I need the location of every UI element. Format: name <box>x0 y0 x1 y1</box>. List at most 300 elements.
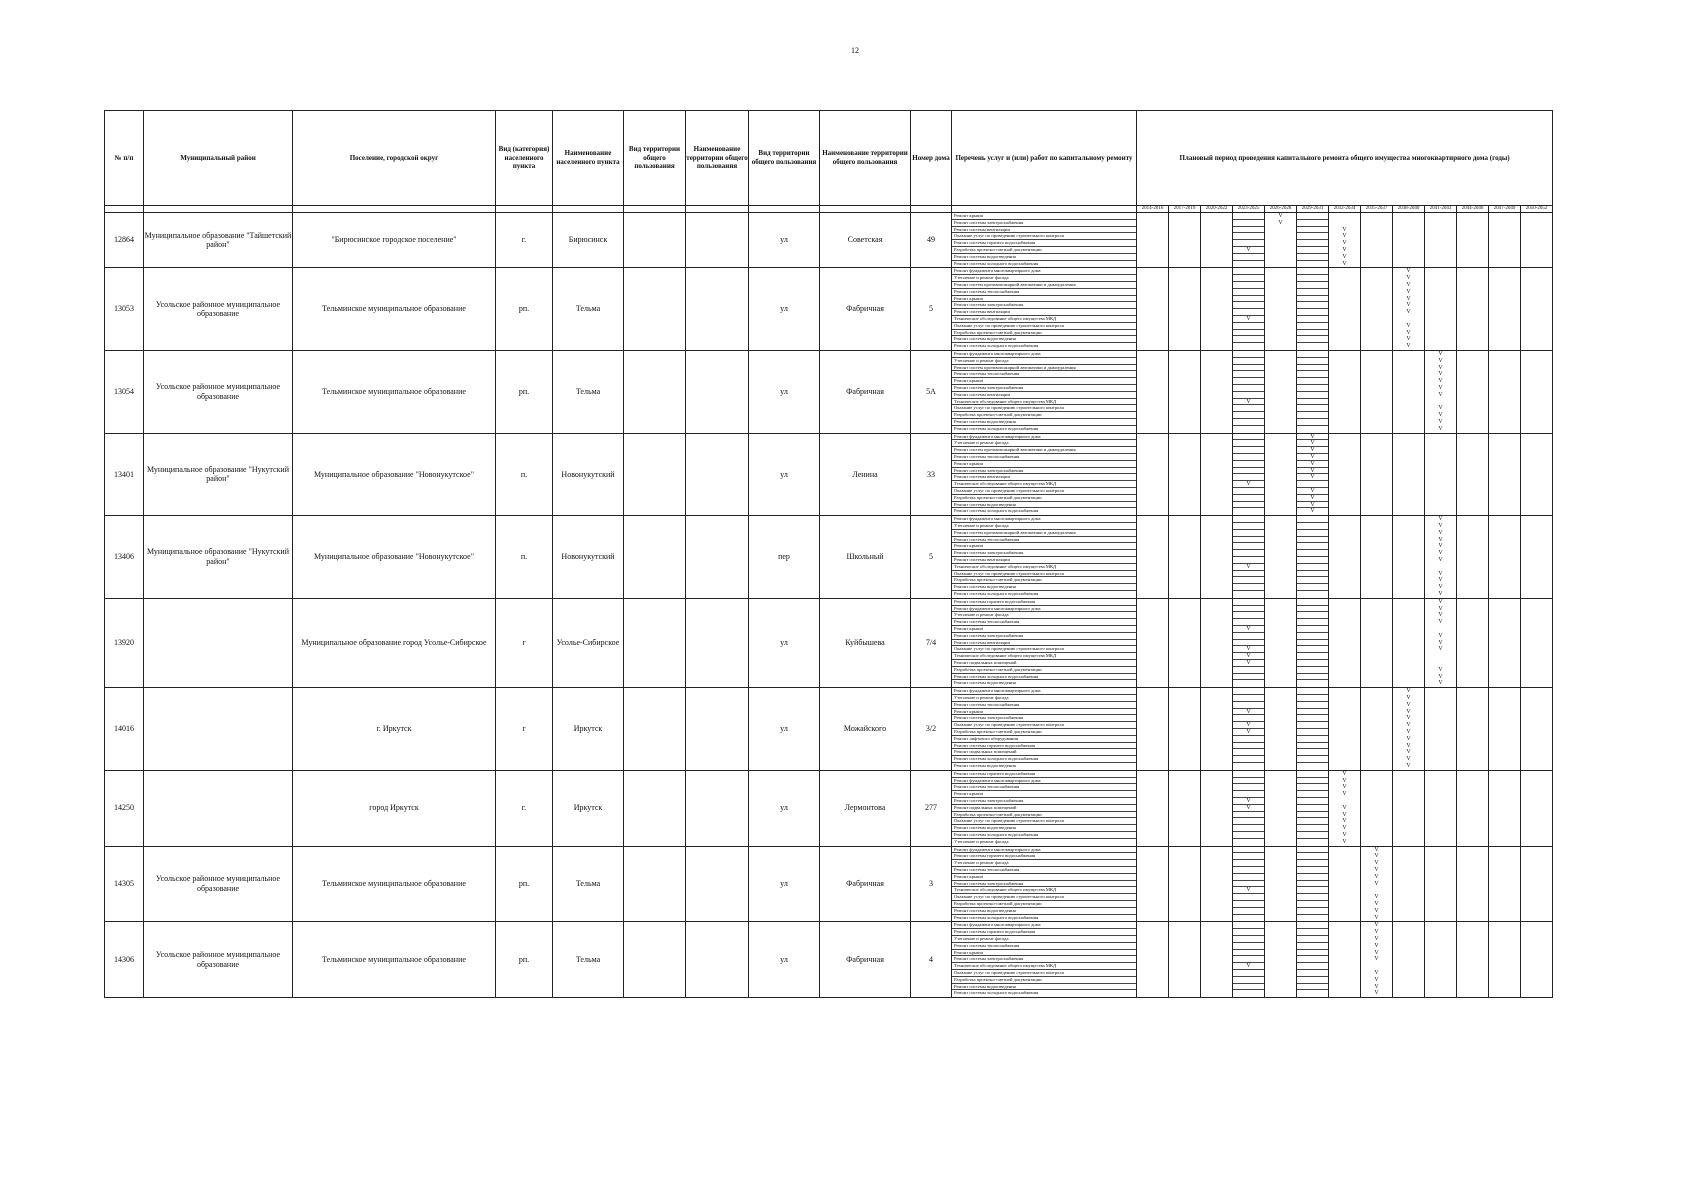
period-empty-cell <box>1137 537 1168 544</box>
period-empty-cell <box>1329 908 1360 915</box>
period-empty-cell <box>1329 756 1360 763</box>
street-cell: Школьный <box>820 516 911 599</box>
period-empty-cell <box>1489 454 1520 461</box>
period-empty-cell <box>1489 371 1520 378</box>
work-item: Ремонт системы горячего водоснабжения <box>952 853 1136 860</box>
year-header: 2023-2025 <box>1233 206 1265 213</box>
work-item: Ремонт системы вентиляции <box>952 392 1136 399</box>
period-empty-cell <box>1425 784 1456 791</box>
period-empty-cell <box>1297 392 1328 399</box>
period-empty-cell <box>1265 847 1296 854</box>
period-empty-cell <box>1233 688 1264 695</box>
period-empty-cell <box>1137 516 1168 523</box>
work-item: Разработка проектно-сметной документации <box>952 330 1136 337</box>
period-column-2035-2037 <box>1361 688 1393 771</box>
period-empty-cell <box>1297 640 1328 647</box>
period-empty-cell <box>1521 977 1552 984</box>
period-check-mark: V <box>1374 956 1379 963</box>
work-item: Ремонт лифтового оборудования <box>952 736 1136 743</box>
period-column-2047-2049 <box>1489 433 1521 516</box>
period-empty-cell <box>1425 771 1456 778</box>
period-empty-cell <box>1329 667 1360 674</box>
period-empty-cell <box>1489 756 1520 763</box>
period-empty-cell <box>1137 805 1168 812</box>
period-empty-cell <box>1393 867 1424 874</box>
period-empty-cell <box>1457 812 1488 819</box>
work-item: Ремонт фундамента многоквартирного дома <box>952 606 1136 613</box>
period-empty-cell <box>1329 365 1360 372</box>
period-empty-cell <box>1425 812 1456 819</box>
period-empty-cell <box>1329 901 1360 908</box>
period-empty-cell <box>1297 881 1328 888</box>
period-empty-cell <box>1521 302 1552 309</box>
period-empty-cell <box>1361 440 1392 447</box>
period-empty-cell <box>1265 984 1296 991</box>
work-item: Утепление и ремонт фасада <box>952 523 1136 530</box>
period-empty-cell <box>1233 778 1264 785</box>
period-empty-cell <box>1521 530 1552 537</box>
period-empty-cell <box>1329 874 1360 881</box>
period-empty-cell <box>1329 419 1360 426</box>
period-empty-cell <box>1521 984 1552 991</box>
period-empty-cell <box>1201 984 1232 991</box>
period-column-2032-2034 <box>1329 846 1361 922</box>
period-check-mark: V <box>1342 253 1347 260</box>
period-empty-cell <box>1265 887 1296 894</box>
row-number: 13920 <box>105 598 144 687</box>
period-check-mark: V <box>1297 474 1328 481</box>
period-empty-cell <box>1265 426 1296 433</box>
period-empty-cell <box>1265 557 1296 564</box>
period-column-2032-2034 <box>1329 598 1361 687</box>
period-check-mark: V <box>1438 364 1443 371</box>
period-empty-cell <box>1361 240 1392 247</box>
period-empty-cell <box>1297 922 1328 929</box>
street-type-cell: ул <box>749 846 820 922</box>
period-empty-cell <box>1297 791 1328 798</box>
period-empty-cell <box>1393 874 1424 881</box>
period-empty-cell <box>1489 729 1520 736</box>
period-empty-cell <box>1457 702 1488 709</box>
works-list <box>952 213 1137 268</box>
period-empty-cell <box>1201 963 1232 970</box>
period-empty-cell <box>1297 419 1328 426</box>
period-empty-cell <box>1297 268 1328 275</box>
period-empty-cell <box>1297 771 1328 778</box>
period-empty-cell <box>1233 365 1264 372</box>
period-check-mark: V <box>1406 722 1411 729</box>
period-empty-cell <box>1393 316 1424 323</box>
period-empty-cell <box>1457 763 1488 770</box>
period-check-mark: V <box>1438 666 1443 673</box>
period-empty-cell <box>1297 227 1328 234</box>
period-empty-cell <box>1169 860 1200 867</box>
period-empty-cell <box>1393 680 1424 687</box>
period-column-2017-2019 <box>1169 688 1201 771</box>
period-empty-cell <box>1233 302 1264 309</box>
period-empty-cell <box>1361 805 1392 812</box>
period-empty-cell <box>1265 577 1296 584</box>
street-cell: Лермонтова <box>820 770 911 846</box>
work-item: Техническое обследование общего имущества МКД <box>952 963 1136 970</box>
period-empty-cell <box>1233 461 1264 468</box>
period-empty-cell <box>1137 860 1168 867</box>
settlement-cell: Тельминское муниципальное образование <box>293 268 496 351</box>
period-empty-cell <box>1265 336 1296 343</box>
period-empty-cell <box>1329 577 1360 584</box>
period-check-mark: V <box>1374 894 1379 901</box>
period-empty-cell <box>1137 853 1168 860</box>
period-empty-cell <box>1521 791 1552 798</box>
work-item: Ремонт подвальных помещений <box>952 749 1136 756</box>
period-empty-cell <box>1137 282 1168 289</box>
period-check-mark: V <box>1406 701 1411 708</box>
period-check-mark: V <box>1438 391 1443 398</box>
territory-type-cell <box>624 213 686 268</box>
period-empty-cell <box>1297 309 1328 316</box>
period-empty-cell <box>1233 860 1264 867</box>
period-empty-cell <box>1361 839 1392 846</box>
period-empty-cell <box>1169 577 1200 584</box>
period-empty-cell <box>1265 481 1296 488</box>
period-empty-cell <box>1489 950 1520 957</box>
work-item: Ремонт системы электроснабжения <box>952 633 1136 640</box>
period-empty-cell <box>1425 729 1456 736</box>
period-empty-cell <box>1137 847 1168 854</box>
period-empty-cell <box>1137 915 1168 922</box>
period-empty-cell <box>1137 818 1168 825</box>
period-empty-cell <box>1137 640 1168 647</box>
period-empty-cell <box>1265 351 1296 358</box>
period-empty-cell <box>1329 881 1360 888</box>
period-empty-cell <box>1457 434 1488 441</box>
period-empty-cell <box>1457 461 1488 468</box>
period-empty-cell <box>1425 695 1456 702</box>
period-column-2032-2034 <box>1329 516 1361 599</box>
period-empty-cell <box>1169 839 1200 846</box>
period-check-mark: V <box>1342 246 1347 253</box>
period-empty-cell <box>1233 412 1264 419</box>
period-empty-cell <box>1425 791 1456 798</box>
period-empty-cell <box>1265 825 1296 832</box>
period-empty-cell <box>1521 392 1552 399</box>
period-empty-cell <box>1521 778 1552 785</box>
period-empty-cell <box>1137 371 1168 378</box>
period-empty-cell <box>1521 577 1552 584</box>
period-empty-cell <box>1489 825 1520 832</box>
period-empty-cell <box>1489 812 1520 819</box>
period-empty-cell <box>1297 557 1328 564</box>
period-empty-cell <box>1393 599 1424 606</box>
period-empty-cell <box>1201 881 1232 888</box>
period-column-2050-2052 <box>1521 770 1553 846</box>
work-item: Ремонт системы водоотведения <box>954 680 1016 686</box>
period-empty-cell <box>1201 502 1232 509</box>
period-empty-cell <box>1297 818 1328 825</box>
period-empty-cell <box>1361 336 1392 343</box>
years-row-blank-cell <box>749 206 820 213</box>
period-empty-cell <box>1457 674 1488 681</box>
period-empty-cell <box>1521 853 1552 860</box>
period-empty-cell <box>1137 419 1168 426</box>
locality-type-cell: г. <box>496 213 553 268</box>
period-empty-cell <box>1393 461 1424 468</box>
period-empty-cell <box>1233 543 1264 550</box>
district-cell <box>144 598 293 687</box>
period-empty-cell <box>1297 709 1328 716</box>
district-cell: Муниципальное образование "Нукутский район" <box>144 516 293 599</box>
period-column-2014-2016 <box>1137 350 1169 433</box>
period-empty-cell <box>1425 282 1456 289</box>
period-empty-cell <box>1489 702 1520 709</box>
period-empty-cell <box>1489 550 1520 557</box>
period-empty-cell <box>1201 495 1232 502</box>
work-item: Ремонт системы горячего водоснабжения <box>952 771 1136 778</box>
period-check-mark: V <box>1342 838 1347 845</box>
period-empty-cell <box>1297 371 1328 378</box>
work-item: Ремонт системы электроснабжения <box>952 550 1136 557</box>
period-empty-cell <box>1233 839 1264 846</box>
period-empty-cell <box>1489 990 1520 997</box>
territory-name-cell <box>686 213 749 268</box>
period-empty-cell <box>1169 812 1200 819</box>
period-empty-cell <box>1201 688 1232 695</box>
period-empty-cell <box>1489 523 1520 530</box>
period-empty-cell <box>1297 233 1328 240</box>
period-empty-cell <box>1329 426 1360 433</box>
period-empty-cell <box>1425 715 1456 722</box>
period-empty-cell <box>1265 756 1296 763</box>
row-number: 13406 <box>105 516 144 599</box>
period-check-mark: V <box>1374 935 1379 942</box>
house-number-cell: 49 <box>911 213 952 268</box>
period-empty-cell <box>1265 309 1296 316</box>
work-item: Оказание услуг по проведению строительного контроля <box>952 894 1136 901</box>
period-empty-cell <box>1521 468 1552 475</box>
period-check-mark: V <box>1374 907 1379 914</box>
years-row-blank-cell <box>496 206 553 213</box>
year-header: 2020-2022 <box>1201 206 1233 213</box>
period-empty-cell <box>1233 502 1264 509</box>
period-empty-cell <box>1457 963 1488 970</box>
period-column-2032-2034 <box>1329 433 1361 516</box>
work-item: Утепление и ремонт фасада <box>952 612 1136 619</box>
period-empty-cell <box>1489 867 1520 874</box>
period-empty-cell <box>1489 468 1520 475</box>
period-empty-cell <box>1233 213 1264 220</box>
district-cell <box>144 770 293 846</box>
period-empty-cell <box>1329 434 1360 441</box>
period-empty-cell <box>1265 874 1296 881</box>
house-number-cell: 5 <box>911 268 952 351</box>
period-empty-cell <box>1297 213 1328 220</box>
period-empty-cell <box>1169 591 1200 598</box>
locality-type-cell: рп. <box>496 846 553 922</box>
period-empty-cell <box>1265 626 1296 633</box>
period-check-mark: V <box>1342 233 1347 240</box>
period-empty-cell <box>1169 936 1200 943</box>
period-empty-cell <box>1297 715 1328 722</box>
period-empty-cell <box>1169 564 1200 571</box>
period-empty-cell <box>1425 977 1456 984</box>
period-empty-cell <box>1329 268 1360 275</box>
period-empty-cell <box>1265 763 1296 770</box>
period-empty-cell <box>1169 749 1200 756</box>
period-empty-cell <box>1489 612 1520 619</box>
period-empty-cell <box>1489 316 1520 323</box>
period-empty-cell <box>1137 881 1168 888</box>
period-empty-cell <box>1457 606 1488 613</box>
header-locality: Наименование населенного пункта <box>553 111 624 206</box>
work-item: Ремонт системы горячего водоснабжения <box>952 743 1136 750</box>
period-empty-cell <box>1265 950 1296 957</box>
period-empty-cell <box>1169 488 1200 495</box>
work-item: Ремонт системы теплоснабжения <box>952 784 1136 791</box>
period-empty-cell <box>1169 557 1200 564</box>
period-empty-cell <box>1169 612 1200 619</box>
period-empty-cell <box>1457 220 1488 227</box>
period-empty-cell <box>1361 709 1392 716</box>
period-empty-cell <box>1425 874 1456 881</box>
period-empty-cell <box>1265 530 1296 537</box>
period-empty-cell <box>1265 302 1296 309</box>
period-empty-cell <box>1425 626 1456 633</box>
period-empty-cell <box>1425 302 1456 309</box>
period-check-mark: V <box>1233 709 1264 716</box>
period-empty-cell <box>1521 336 1552 343</box>
period-empty-cell <box>1169 571 1200 578</box>
period-empty-cell <box>1361 584 1392 591</box>
period-column-2041-2043 <box>1425 770 1457 846</box>
period-check-mark: V <box>1438 556 1443 563</box>
period-column-2038-2040 <box>1393 268 1425 351</box>
period-empty-cell <box>1393 516 1424 523</box>
period-empty-cell <box>1425 915 1456 922</box>
period-column-2035-2037 <box>1361 922 1393 998</box>
work-item: Ремонт системы холодного водоснабжения <box>954 590 1039 596</box>
period-empty-cell <box>1425 481 1456 488</box>
period-empty-cell <box>1265 853 1296 860</box>
period-empty-cell <box>1521 612 1552 619</box>
period-empty-cell <box>1265 365 1296 372</box>
period-empty-cell <box>1393 778 1424 785</box>
period-empty-cell <box>1137 894 1168 901</box>
period-empty-cell <box>1393 956 1424 963</box>
period-empty-cell <box>1361 399 1392 406</box>
period-empty-cell <box>1425 227 1456 234</box>
period-empty-cell <box>1137 812 1168 819</box>
period-column-2023-2025 <box>1233 516 1265 599</box>
period-empty-cell <box>1169 606 1200 613</box>
period-check-mark: V <box>1342 811 1347 818</box>
period-check-mark: V <box>1406 329 1411 336</box>
period-empty-cell <box>1265 523 1296 530</box>
period-check-mark: V <box>1438 673 1443 680</box>
period-empty-cell <box>1425 343 1456 350</box>
period-empty-cell <box>1489 874 1520 881</box>
period-check-mark: V <box>1438 577 1443 584</box>
period-empty-cell <box>1457 626 1488 633</box>
period-empty-cell <box>1521 653 1552 660</box>
period-empty-cell <box>1265 599 1296 606</box>
table-row <box>105 922 1553 998</box>
period-empty-cell <box>1329 743 1360 750</box>
period-check-mark: V <box>1438 598 1443 605</box>
work-item: Разработка проектно-сметной документации <box>952 901 1136 908</box>
period-empty-cell <box>1137 240 1168 247</box>
period-empty-cell <box>1137 508 1168 515</box>
period-empty-cell <box>1169 674 1200 681</box>
locality-type-cell: г <box>496 598 553 687</box>
period-empty-cell <box>1297 550 1328 557</box>
period-empty-cell <box>1329 399 1360 406</box>
period-column-2035-2037 <box>1361 268 1393 351</box>
period-check-mark: V <box>1406 749 1411 756</box>
table-row <box>105 268 1553 351</box>
period-check-mark: V <box>1438 536 1443 543</box>
work-item: Ремонт крыши <box>952 543 1136 550</box>
period-empty-cell <box>1201 371 1232 378</box>
period-empty-cell <box>1297 412 1328 419</box>
period-empty-cell <box>1425 323 1456 330</box>
period-empty-cell <box>1329 619 1360 626</box>
period-empty-cell <box>1457 599 1488 606</box>
period-empty-cell <box>1169 461 1200 468</box>
work-item: Ремонт подвальных помещений <box>952 805 1136 812</box>
period-empty-cell <box>1521 254 1552 261</box>
period-empty-cell <box>1329 571 1360 578</box>
period-empty-cell <box>1201 358 1232 365</box>
period-empty-cell <box>1361 653 1392 660</box>
period-empty-cell <box>1169 867 1200 874</box>
period-empty-cell <box>1233 867 1264 874</box>
period-empty-cell <box>1521 626 1552 633</box>
period-column-2032-2034 <box>1329 922 1361 998</box>
period-empty-cell <box>1265 371 1296 378</box>
period-empty-cell <box>1137 929 1168 936</box>
period-empty-cell <box>1393 847 1424 854</box>
period-empty-cell <box>1137 653 1168 660</box>
period-empty-cell <box>1457 853 1488 860</box>
years-row-blank-cell <box>144 206 293 213</box>
header-locality-type: Вид (категория) населенного пункта <box>496 111 553 206</box>
table-row <box>105 598 1553 687</box>
work-item: Ремонт крыши <box>952 213 1136 220</box>
period-empty-cell <box>1137 220 1168 227</box>
period-check-mark: V <box>1406 343 1411 350</box>
period-empty-cell <box>1521 660 1552 667</box>
work-item: Ремонт системы теплоснабжения <box>952 702 1136 709</box>
period-empty-cell <box>1201 336 1232 343</box>
period-empty-cell <box>1457 412 1488 419</box>
period-column-2035-2037 <box>1361 516 1393 599</box>
period-empty-cell <box>1233 584 1264 591</box>
period-empty-cell <box>1297 743 1328 750</box>
period-empty-cell <box>1233 454 1264 461</box>
period-empty-cell <box>1329 543 1360 550</box>
period-empty-cell <box>1201 798 1232 805</box>
period-empty-cell <box>1233 557 1264 564</box>
period-empty-cell <box>1169 791 1200 798</box>
period-column-2047-2049 <box>1489 922 1521 998</box>
period-empty-cell <box>1521 956 1552 963</box>
row-number: 14305 <box>105 846 144 922</box>
period-empty-cell <box>1489 798 1520 805</box>
period-empty-cell <box>1201 385 1232 392</box>
period-empty-cell <box>1169 220 1200 227</box>
period-empty-cell <box>1329 405 1360 412</box>
period-empty-cell <box>1233 468 1264 475</box>
